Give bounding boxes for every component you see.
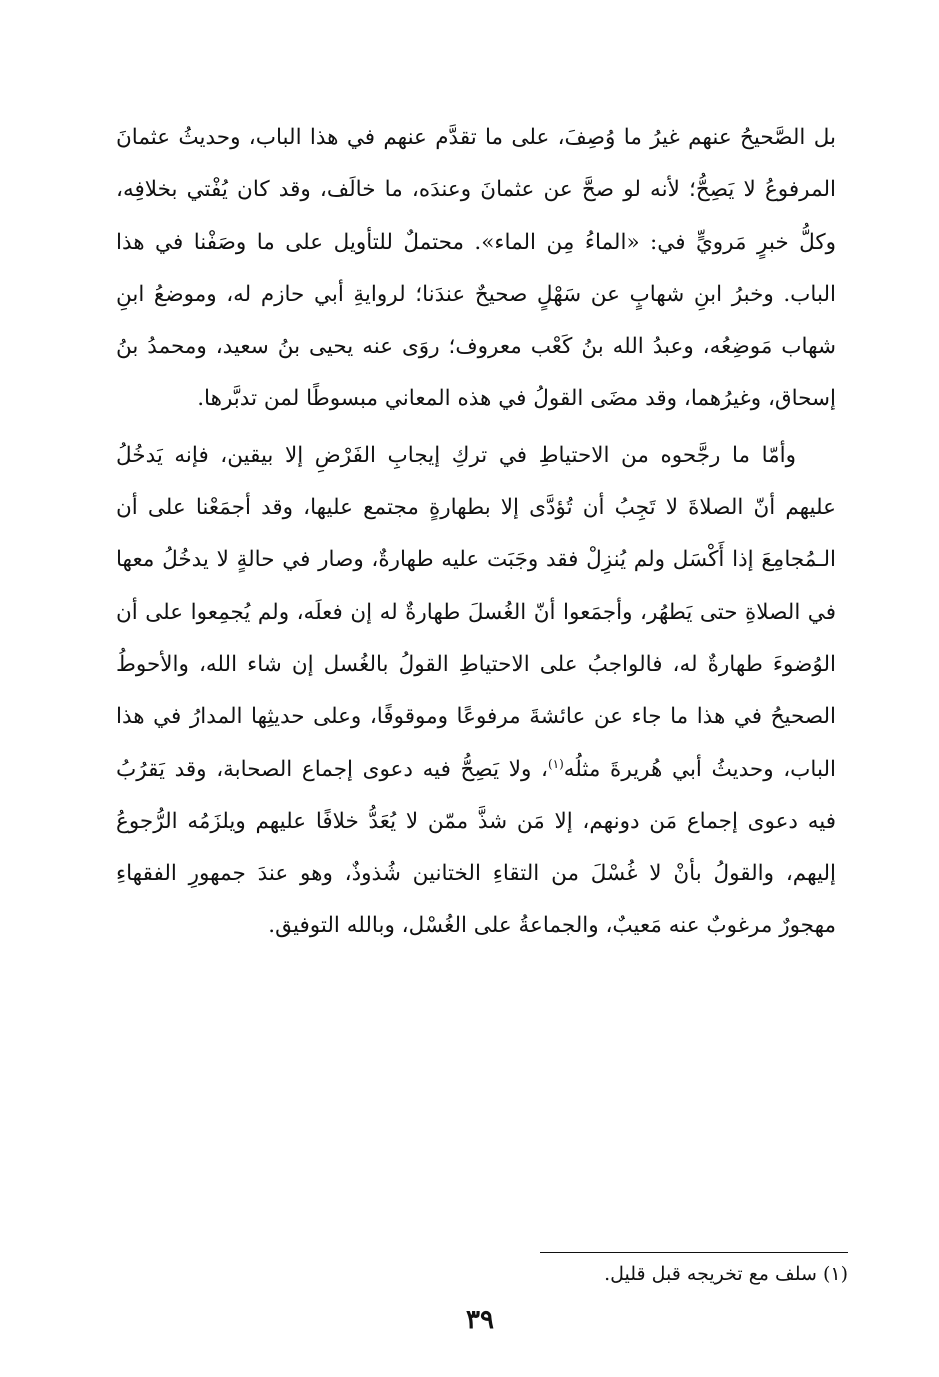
page-number: ٣٩: [466, 1305, 494, 1335]
paragraph-2-text-end: ، ولا يَصِحُّ فيه دعوى إجماع الصحابة، وقد يَقرُبُ فيه دعوى إجماع مَن دونهم، إلا مَن شذَّ ممّن لا يُعَدُّ خلافًا عليهم ويلزَمُه الرُّجوعُ إليهم، والقولُ بأنْ لا غُسْلَ من التقاءِ الختانين شُذوذٌ، وهو عندَ جمهورِ الفقهاءِ مهجورٌ مرغوبٌ عنه مَعيبٌ، والجماعةُ على الغُسْل، وبالله التوفيق.: [116, 756, 836, 939]
paragraph-1: [116, 112, 836, 426]
main-text-block: [116, 112, 836, 953]
footnote-text: (١) سلف مع تخريجه قبل قليل.: [604, 1263, 848, 1285]
paragraph-2: [116, 430, 836, 953]
footnote: [400, 1253, 848, 1295]
paragraph-1-text: بل الصَّحيحُ عنهم غيرُ ما وُصِفَ، على ما تقدَّم عنهم في هذا الباب، وحديثُ عثمانَ المرفوعُ لا يَصِحُّ؛ لأنه لو صحَّ عن عثمانَ وعندَه، ما خالَف، وقد كان يُفْتي بخلافِه، وكلُّ خبرٍ مَرويٍّ في: «الماءُ مِن الماء». محتملٌ للتأويل على ما وصَفْنا في هذا الباب. وخبرُ ابنِ شهابٍ عن سَهْلٍ صحيحٌ عندَنا؛ لروايةِ أبي حازم له، وموضعُ ابنِ شهاب مَوضِعُه، وعبدُ الله بنُ كَعْب معروف؛ روَى عنه يحيى بنُ سعيد، ومحمدُ بنُ إسحاق، وغيرُهما، وقد مضَى القولُ في هذه المعاني مبسوطًا لمن تدبَّرها.: [116, 125, 836, 412]
paragraph-2-text-start: وأمّا ما رجَّحوه من الاحتياطِ في تركِ إيجابِ الفَرْضِ إلا بيقين، فإنه يَدخُلُ عليهم أنّ الصلاةَ لا تَجِبُ أن تُؤدَّى إلا بطهارةٍ مجتمع عليها، وقد أجمَعْنا على أن الـمُجامِعَ إذا أَكْسَل ولم يُنزِلْ فقد وجَبَت عليه طهارةٌ، وصار في حالةٍ لا يدخُلُ معها في الصلاةِ حتى يَطهُر، وأجمَعوا أنّ الغُسلَ طهارةٌ له إن فعلَه، ولم يُجمِعوا على أن الوُضوءَ طهارةٌ له، فالواجبُ على الاحتياطِ القولُ بالغُسل إن شاء الله، والأحوطُ الصحيحُ في هذا ما جاء عن عائشةَ مرفوعًا وموقوفًا، وعلى حديثِها المدارُ في هذا الباب، وحديثُ أبي هُريرةَ مثلُه: [116, 442, 836, 782]
footnote-reference: (١): [547, 756, 564, 771]
